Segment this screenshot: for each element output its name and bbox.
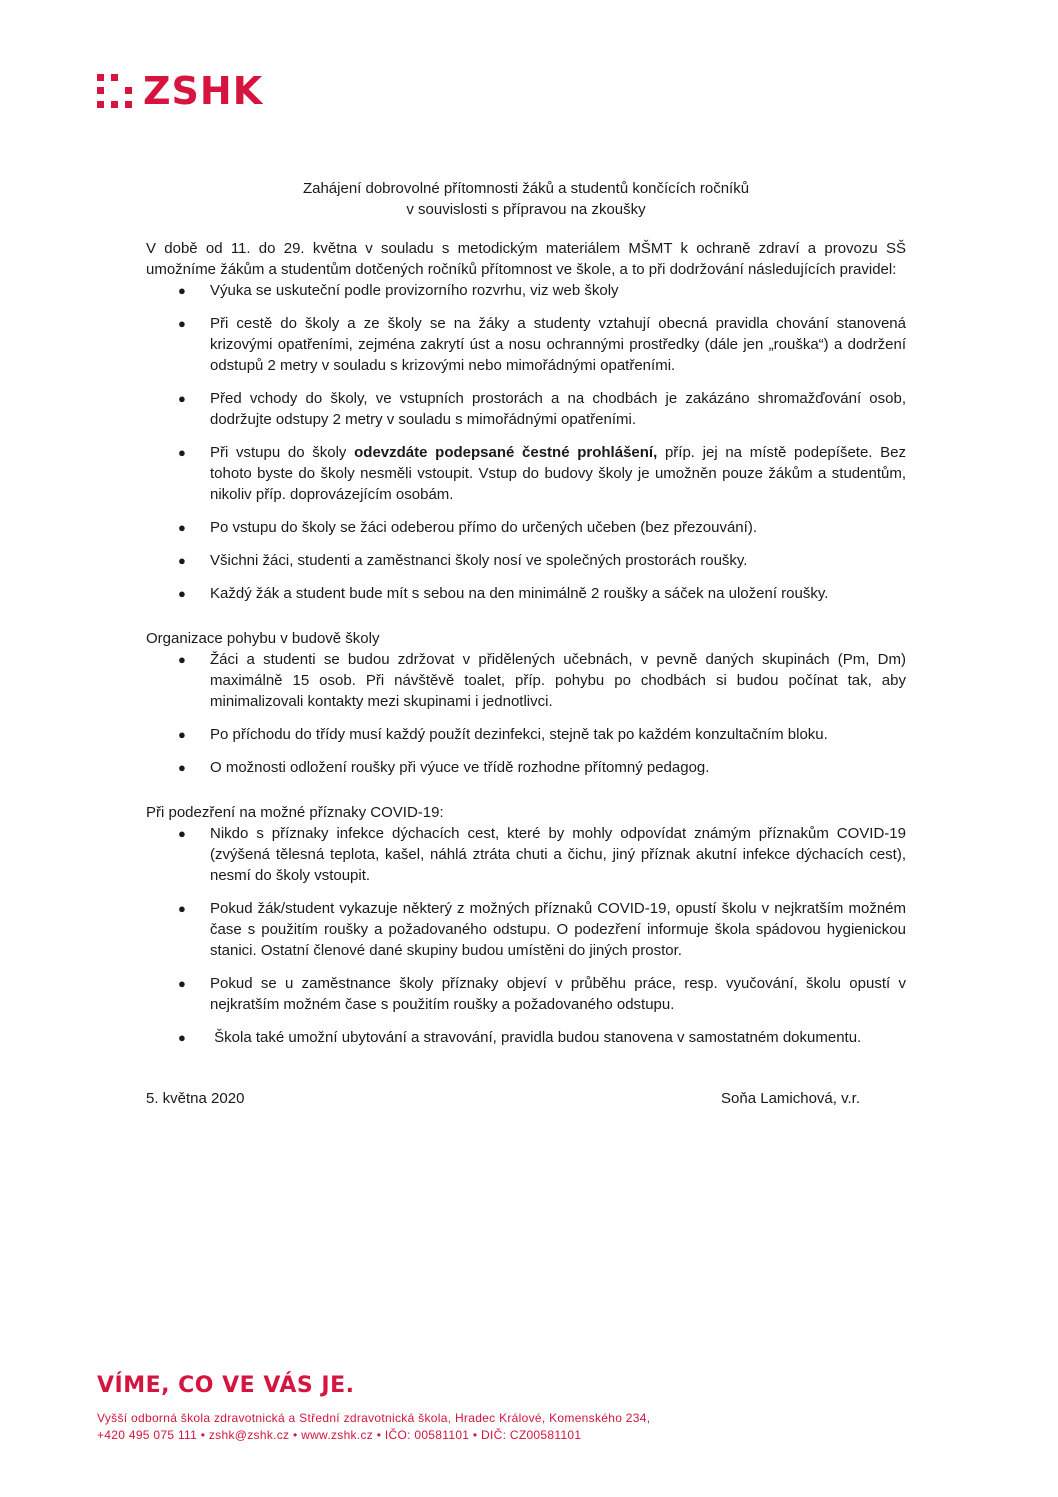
bullet-icon: ● [178, 901, 186, 916]
organization-heading: Organizace pohybu v budově školy [146, 630, 380, 647]
title-line-1: Zahájení dobrovolné přítomnosti žáků a studentů končících ročníků [302, 180, 750, 197]
list-item: ● Po příchodu do třídy musí každý použít dezinfekci, stejně tak po každém konzultačním bloku. [178, 726, 828, 743]
bullet-icon: ● [178, 727, 186, 742]
bullet-icon: ● [178, 445, 186, 460]
bullet-icon: ● [178, 652, 186, 667]
bullet-icon: ● [178, 316, 186, 331]
signature-row [146, 1088, 906, 1109]
logo-dots-icon [97, 74, 133, 108]
list-item: ● Při vstupu do školy odevzdáte podepsané čestné prohlášení, příp. jej na místě podepíšete. Bez tohoto byste do školy nesměli vstoupit. Vstup do budovy školy je umožněn pouze žákům a studentům, nikoliv příp. doprovázejícím osobám. [178, 444, 906, 503]
bullet-icon: ● [178, 520, 186, 535]
bullet-icon: ● [178, 760, 186, 775]
footer-address: Vyšší odborná škola zdravotnická a Střední zdravotnická škola, Hradec Králové, Komenského 234, [97, 1411, 651, 1425]
list-item: ● Žáci a studenti se budou zdržovat v přidělených učebnách, v pevně daných skupinách (Pm, Dm) maximálně 15 osob. Při návštěvě toalet, příp. pohybu po chodbách si budou počínat tak, aby minimalizovali kontakty mezi skupinami i jednotlivci. [178, 651, 906, 710]
list-item: ● Každý žák a student bude mít s sebou na den minimálně 2 roušky a sáček na uložení roušky. [178, 585, 829, 602]
logo-text: ZSHK [143, 69, 264, 113]
intro-paragraph: V době od 11. do 29. května v souladu s metodickým materiálem MŠMT k ochraně zdraví a provozu SŠ umožníme žákům a studentům dotčených ročníků přítomnost ve škole, a to při dodržování následujících pravidel: [146, 240, 906, 278]
list-item: ● Před vchody do školy, ve vstupních prostorách a na chodbách je zakázáno shromažďování osob, dodržujte odstupy 2 metry v souladu s mimořádnými opatřeními. [178, 390, 906, 428]
footer-contacts: +420 495 075 111 • zshk@zshk.cz • www.zshk.cz • IČO: 00581101 • DIČ: CZ00581101 [97, 1428, 582, 1442]
school-logo [97, 69, 264, 113]
rules-list [146, 280, 906, 604]
list-item: ● Po vstupu do školy se žáci odeberou přímo do určených učeben (bez přezouvání). [178, 519, 757, 536]
list-item: ● Při cestě do školy a ze školy se na žáky a studenty vztahují obecná pravidla chování stanovená krizovými opatřeními, zejména zakrytí úst a nosu ochrannými prostředky (dále jen „rouška“) a dodržení odstupů 2 metry v souladu s krizovými nebo mimořádnými opatřeními. [178, 315, 906, 374]
document-body [146, 178, 906, 1109]
bullet-icon: ● [178, 976, 186, 991]
list-item: ● Pokud se u zaměstnance školy příznaky objeví v průběhu práce, resp. vyučování, školu opustí v nejkratším možném čase s použitím roušky a požadovaného odstupu. [178, 975, 906, 1013]
bullet-icon: ● [178, 283, 186, 298]
list-item: ● O možnosti odložení roušky při výuce ve třídě rozhodne přítomný pedagog. [178, 759, 710, 776]
footer-slogan: VÍME, CO VE VÁS JE. [97, 1373, 355, 1398]
organization-list [146, 649, 906, 778]
covid-heading: Při podezření na možné příznaky COVID-19: [146, 804, 444, 821]
document-date: 5. května 2020 [146, 1090, 245, 1107]
document-title [146, 178, 906, 220]
list-item: ● Pokud žák/student vykazuje některý z možných příznaků COVID-19, opustí školu v nejkratším možném čase s použitím roušky a požadovaného odstupu. O podezření informuje škola spádovou hygienickou stanici. Ostatní členové dané skupiny budou umístěni do jiných prostor. [178, 900, 906, 959]
signature: Soňa Lamichová, v.r. [721, 1090, 860, 1107]
bullet-icon: ● [178, 553, 186, 568]
page-footer [97, 1373, 897, 1444]
bullet-icon: ● [178, 1030, 186, 1045]
bold-emphasis: odevzdáte podepsané čestné prohlášení, [354, 444, 658, 461]
list-item: ● Všichni žáci, studenti a zaměstnanci školy nosí ve společných prostorách roušky. [178, 552, 748, 569]
bullet-icon: ● [178, 391, 186, 406]
list-item: ● Výuka se uskuteční podle provizorního rozvrhu, viz web školy [178, 282, 619, 299]
list-item: ● Škola také umožní ubytování a stravování, pravidla budou stanovena v samostatném dokumentu. [178, 1029, 862, 1046]
title-line-2: v souvislosti s přípravou na zkoušky [406, 201, 646, 218]
bullet-icon: ● [178, 586, 186, 601]
bullet-icon: ● [178, 826, 186, 841]
list-item: ● Nikdo s příznaky infekce dýchacích cest, které by mohly odpovídat známým příznakům COVID-19 (zvýšená tělesná teplota, kašel, náhlá ztráta chuti a čichu, jiný příznak akutní infekce dýchacích cest), nesmí do školy vstoupit. [178, 825, 906, 884]
covid-list [146, 823, 906, 1048]
